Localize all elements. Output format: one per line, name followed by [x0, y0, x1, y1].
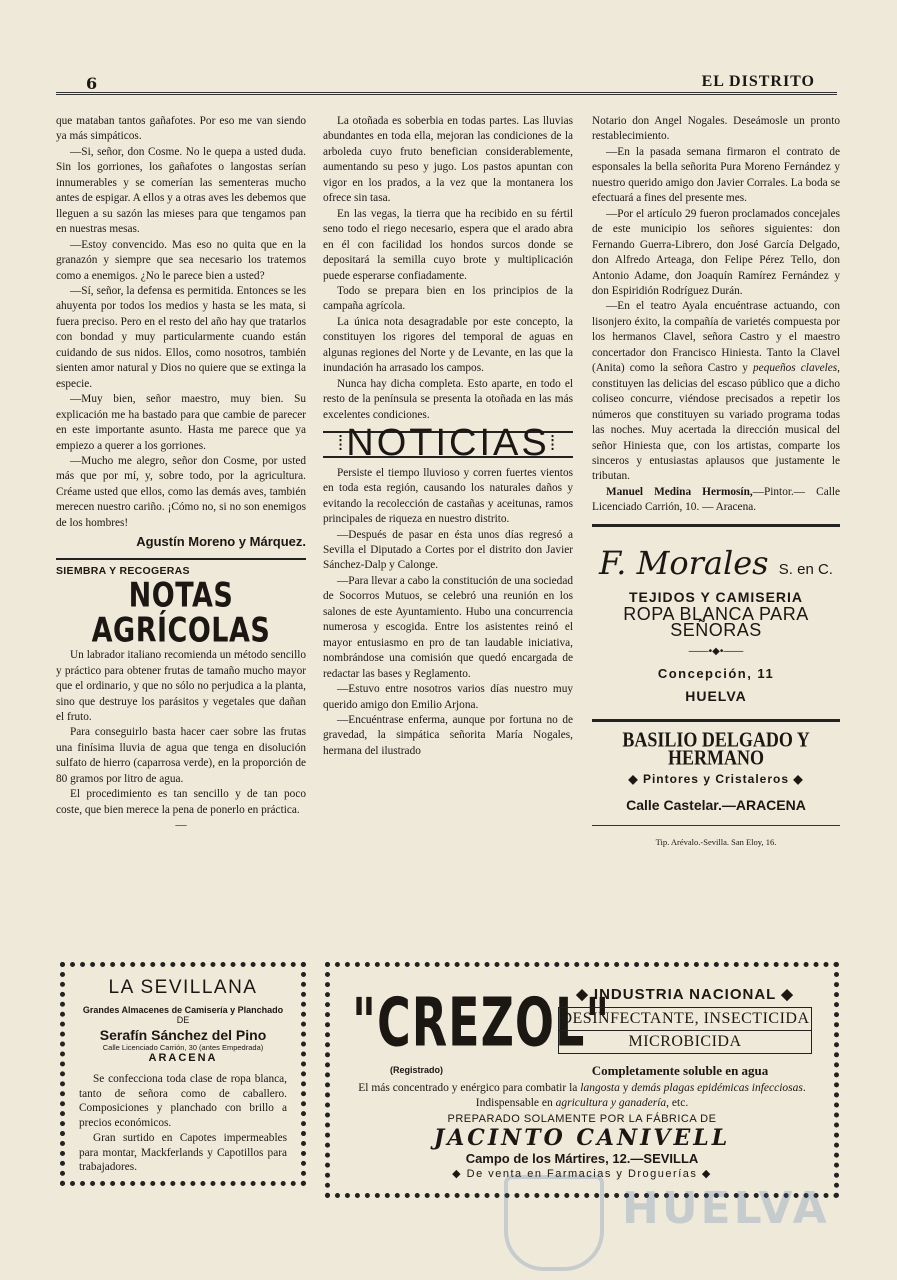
news-text: , constituyen las delicias del escaso público que a dicho coliseo concurre, viéndose precisados a repetir los números que constituyen su variado programa todas las noches. Muy acertada la dirección musical del señor Hiniesta que, con los artistas, comparte los sinceros y entusiastas aplausos que justamente le tributan. [592, 362, 840, 483]
ad-morales-line2: ROPA BLANCA PARA SEÑORAS [623, 604, 809, 640]
news-item [592, 299, 840, 484]
crezol-text: El más concentrado y enérgico para combatir la [358, 1082, 581, 1094]
crezol-industry: ◆ INDUSTRIA NACIONAL ◆ [576, 986, 794, 1003]
crezol-brand: "CREZOL" [352, 983, 611, 1062]
ad-basilio-name: BASILIO DELGADO Y HERMANO [622, 726, 810, 770]
section-kicker: SIEMBRA Y RECOGERAS [56, 564, 190, 577]
sevillana-paragraph: Gran surtido en Capotes impermeables para montar, Mackferlands y Capotillos para trabajadores. [79, 1131, 287, 1174]
news-item: —Después de pasar en ésta unos días regresó a Sevilla el Diputado a Cortes por el distrito don Javier Sánchez-Dalp y Calonge. [323, 528, 573, 572]
crezol-box-line2: MICROBICIDA [559, 1030, 811, 1053]
sevillana-de: DE [176, 1015, 190, 1025]
news-item: —Estuvo entre nosotros varios días nuestro muy querido amigo don Emilio Arjona. [323, 683, 573, 711]
crezol-product-box [558, 1007, 812, 1054]
article-paragraph: —Estoy convencido. Mas eso no quita que en la granazón y siempre que sea necesario los tratemos como a enemigos. ¿No le parece bien a usted? [56, 238, 306, 282]
column-3 [592, 114, 840, 851]
sevillana-subtitle: Grandes Almacenes de Camisería y Planchado [82, 1005, 284, 1015]
end-mark: — [175, 819, 187, 832]
section-rule [592, 524, 840, 527]
crezol-italic: langosta [580, 1082, 620, 1094]
signature-rest: —Pintor.— Calle Licenciado Carrión, 10. — Aracena. [592, 485, 840, 514]
page-number: 6 [86, 74, 98, 93]
printer-line: Tip. Arévalo.-Sevilla. San Eloy, 16. [655, 837, 777, 848]
ad-morales-address: Concepción, 11 [657, 665, 775, 681]
ad-la-sevillana [60, 962, 306, 1186]
crezol-maker: JACINTO CANIVELL [433, 1125, 731, 1151]
advert-signature [592, 485, 840, 516]
ad-crezol [325, 962, 839, 1198]
notas-agricolas-heading: NOTAS AGRÍCOLAS [91, 576, 271, 651]
notas-paragraph: Para conseguirlo basta hacer caer sobre las frutas una finísima lluvia de agua que tenga en disolución sulfato de hierro (caparrosa verde), en la proporción de 80 gramos por litro de agua. [56, 726, 306, 785]
sevillana-body [73, 1072, 293, 1175]
morales-suffix: S. en C. [778, 560, 833, 578]
ad-basilio [592, 726, 840, 814]
sevillana-owner: Serafín Sánchez del Pino [99, 1027, 267, 1043]
section-rule [592, 825, 840, 826]
crezol-text: , etc. [666, 1097, 689, 1109]
article-paragraph: En las vegas, la tierra que ha recibido en su fértil seno todo el riego necesario, espera que el arado abra en él con facilidad los hondos surcos donde se depositará la semilla cuyo brote y multiplicación puede esperarse confiadamente. [323, 207, 573, 282]
article-paragraph: La otoñada es soberbia en todas partes. Las lluvias abundantes en toda ella, mejoran las condiciones de la arboleda cuyo fruto benefician considerablemente, aumentando su peso y jugo. Los pastos apuntan con vigor en los prados, a la vez que la montanera los ofrece sin tasa. [323, 115, 573, 205]
news-item: —Para llevar a cabo la constitución de una sociedad de Socorros Mutuos, se celebró una reunión en los salones de este Ayuntamiento. Hubo una concurrencia numerosa y escogida. Entre los asistentes reinó el mayor entusiasmo en pro de tan laudable iniciativa, nombrándose una comisión que quedó encargada de redactar las bases y Reglamento. [323, 574, 573, 680]
notas-paragraph: Un labrador italiano recomienda un método sencillo y práctico para obtener frutas de tamaño mucho mayor que el ordinario, y que no sólo no perjudica a la planta, sino que destruye los parásitos y vegetales que dañan el fruto. [56, 649, 306, 723]
article-paragraph: —Sí, señor, la defensa es permitida. Entonces se les ahuyenta por todos los medios y hasta se les mata, si fuera preciso. Pero en el resto del año hay que tratarlos con bondad y muy particularmente cuando están cuidando de sus nidos. Ellos, como nosotros, también sienten amor natural y Dios no quiere que se extinga la especie. [56, 284, 306, 390]
article-paragraph: que mataban tantos gañafotes. Por eso me van siendo ya más simpáticos. [56, 115, 306, 143]
ad-basilio-address: Calle Castelar.—ARACENA [626, 796, 806, 813]
news-item: —Por el artículo 29 fueron proclamados concejales de este municipio los señores siguientes: don Fernando Guerra-Librero, don José García Delgado, don Alfredo Arteaga, don Felipe Pérez Tello, don Antonio Adame, don Joaquín Ramírez Fernández y don Espiridión Rodríguez Durán. [592, 207, 840, 297]
crezol-box-line1: DESINFECTANTE, INSECTICIDA [560, 1010, 810, 1027]
ad-morales [592, 545, 840, 705]
sevillana-paragraph: Se confecciona toda clase de ropa blanca, tanto de señora como de caballero. Composiciones y planchado con brillo a precios económicos. [79, 1073, 287, 1130]
ad-morales-line1: TEJIDOS Y CAMISERIA [628, 588, 804, 605]
article-paragraph: Nunca hay dicha completa. Esto aparte, en todo el resto de la península se presenta la otoñada en las más excelentes condiciones. [323, 377, 573, 421]
article-paragraph: —Si, señor, don Cosme. No le quepa a usted duda. Sin los gorriones, los gañafotes o langostas serían innumerables y se comerían las sementeras mucho antes de espigar. A ellos y a otras aves les debemos que lleguen a su sazón las mieses para que tengamos pan en nuestras mesas. [56, 145, 306, 236]
morales-brand: F. Morales [599, 543, 769, 582]
crezol-sale: ◆ De venta en Farmacias y Droguerías ◆ [452, 1168, 712, 1180]
crezol-body [352, 1081, 812, 1111]
ornament-dots: ⁞ [549, 433, 559, 456]
article-paragraph: La única nota desagradable por este concepto, la constituyen los rigores del temporal de aguas en algunas regiones del Norte y de Levante, en las que la inundación ha arrasado los campos. [323, 315, 573, 375]
section-rule [56, 558, 306, 560]
ad-morales-city: HUELVA [685, 688, 747, 705]
ad-basilio-trade: ◆ Pintores y Cristaleros ◆ [628, 772, 804, 787]
crezol-italic: agricultura y ganadería [555, 1097, 667, 1109]
signature-name: Manuel Medina Hermosín, [606, 485, 753, 498]
column-2 [323, 114, 573, 759]
archive-watermark [500, 1175, 830, 1255]
section-rule [592, 719, 840, 722]
article-paragraph: Todo se prepara bien en los principios de la campaña agrícola. [323, 284, 573, 313]
crezol-text: . Indispensable en [475, 1082, 806, 1109]
article-paragraph: —Muy bien, señor maestro, muy bien. Su explicación me ha bastado para que cambie de parecer en este importante asunto. Hasta me parece que ya empiezo a querer a los gorriones. [56, 393, 306, 452]
article-signature: Agustín Moreno y Márquez. [136, 534, 306, 550]
newspaper-title: EL DISTRITO [701, 73, 815, 90]
article-paragraph: —Mucho me alegro, señor don Cosme, por usted más que por mí, y, sobre todo, por la agricultura. Créame usted que ellos, como las demás aves, también merecen nuestro cariño. ¡Cómo no, si no son enemigos de los hombres! [56, 454, 306, 529]
sevillana-address: Calle Licenciado Carrión, 30 (antes Empedrada) [102, 1043, 264, 1052]
header-rule [56, 92, 837, 95]
news-item: Notario don Angel Nogales. Deseámosle un pronto restablecimiento. [592, 115, 840, 143]
notas-paragraph: El procedimiento es tan sencillo y de tan poco coste, que bien merece la pena de ponerlo en práctica. [56, 788, 306, 816]
sevillana-town: ARACENA [148, 1052, 218, 1064]
noticias-title: NOTICIAS [346, 422, 550, 465]
crezol-address: Campo de los Mártires, 12.—SEVILLA [465, 1151, 699, 1166]
noticias-heading [323, 422, 573, 465]
ornament: ——•◆•—— [688, 646, 744, 658]
crezol-text: y [619, 1082, 632, 1094]
crezol-prepared: PREPARADO SOLAMENTE POR LA FÁBRICA DE [447, 1113, 717, 1125]
news-item: Persiste el tiempo lluvioso y corren fuertes vientos en toda esta región, causando los naturales daños y evitando la recolección de castañas y aceitunas, ramos principales de riqueza en nuestro distrito. [323, 466, 573, 526]
crezol-registered: (Registrado) [390, 1065, 444, 1075]
shield-icon [504, 1175, 604, 1271]
crezol-italic: demás plagas epidémicas infecciosas [631, 1082, 803, 1094]
watermark-text: HUELVA [622, 1183, 830, 1234]
news-italic: pequeños claveles [753, 362, 838, 375]
news-text: —En el teatro Ayala encuéntrase actuando, con lisonjero éxito, la compañía de varietés compuesta por los hermanos Clavel, señora Castro y el maestro concertador don Francisco Hiniesta. Tanto la Clavel (Anita) como la señora Castro y [592, 300, 840, 375]
news-item: —Encuéntrase enferma, aunque por fortuna no de gravedad, la simpática señorita María Nogales, hermana del ilustrado [323, 714, 573, 757]
crezol-soluble: Completamente soluble en agua [591, 1063, 769, 1078]
sevillana-title: LA SEVILLANA [108, 977, 258, 998]
ornament-dots: ⁞ [337, 433, 347, 456]
column-1 [56, 114, 306, 834]
ad-morales-name [592, 545, 840, 588]
news-item: —En la pasada semana firmaron el contrato de esponsales la bella señorita Pura Moreno Fernández y nuestro querido amigo don Javier Corrales. La boda se efectuará a fines del presente mes. [592, 145, 840, 205]
